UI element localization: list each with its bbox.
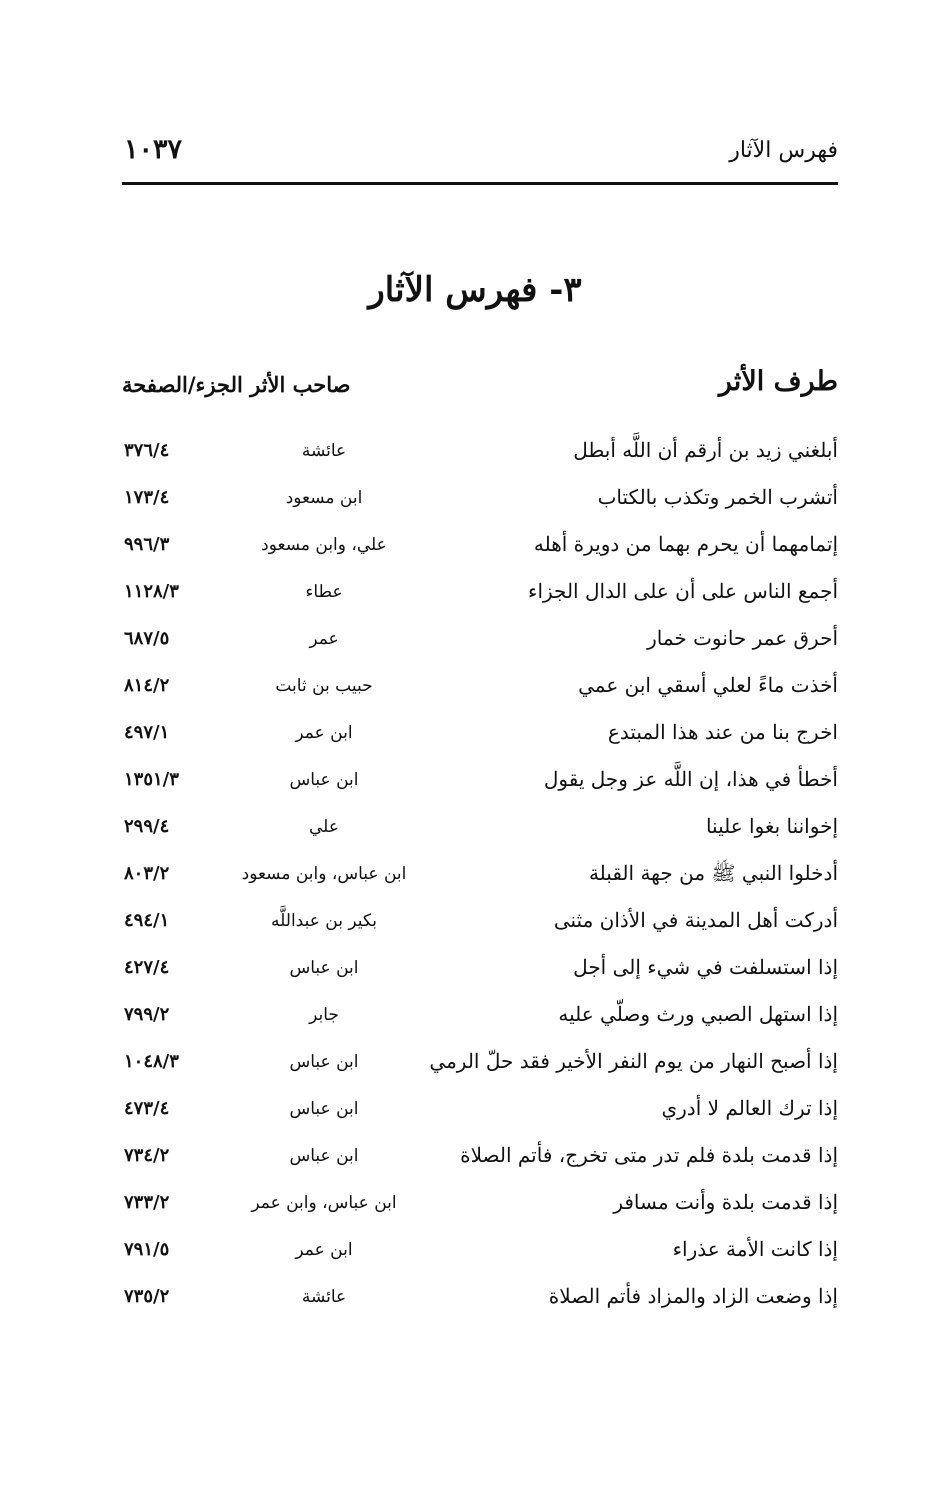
- entry-source: ابن عباس: [289, 958, 359, 978]
- entry-source: علي: [309, 817, 339, 837]
- index-entry: [122, 996, 838, 1043]
- index-entry: [122, 808, 838, 855]
- entry-source: عمر: [309, 629, 339, 649]
- page-number: ١٠٣٧: [124, 134, 183, 165]
- entry-text: إتمامهما أن يحرم بهما من دويرة أهله: [533, 532, 838, 556]
- entry-source: بكير بن عبداللَّه: [271, 911, 377, 931]
- entry-text: إذا وضعت الزاد والمزاد فأتم الصلاة: [548, 1284, 838, 1308]
- entry-text: أجمع الناس على أن على الدال الجزاء: [528, 579, 838, 603]
- entry-source: عائشة: [301, 441, 347, 461]
- index-entry: [122, 1278, 838, 1325]
- index-entry: [122, 573, 838, 620]
- entry-text: أدخلوا النبي ﷺ من جهة القبلة: [588, 861, 838, 885]
- index-entry: [122, 1090, 838, 1137]
- column-header-source-ref: صاحب الأثر الجزء/الصفحة: [122, 372, 351, 397]
- entry-source: حبيب بن ثابت: [275, 676, 373, 696]
- entry-ref: ٧٩٩/٢: [124, 1004, 170, 1025]
- entry-ref: ٧٣٣/٢: [124, 1192, 170, 1213]
- entry-text: إذا استسلفت في شيء إلى أجل: [573, 955, 838, 979]
- entry-ref: ٨٠٣/٢: [124, 863, 170, 884]
- entry-ref: ١١٢٨/٣: [124, 581, 179, 602]
- entry-source: عائشة: [301, 1287, 347, 1307]
- column-headers: [122, 366, 838, 406]
- entry-text: إذا قدمت بلدة فلم تدر متى تخرج، فأتم الصلاة: [460, 1143, 838, 1167]
- entry-ref: ٨١٤/٢: [124, 675, 170, 696]
- section-title: ٣- فهرس الآثار: [368, 270, 582, 310]
- header-rule: [122, 182, 838, 185]
- entry-source: ابن عباس: [289, 1052, 359, 1072]
- entry-source: جابر: [309, 1005, 339, 1025]
- index-entry: [122, 949, 838, 996]
- index-entry: [122, 1043, 838, 1090]
- index-entry: [122, 432, 838, 479]
- entry-text: إذا كانت الأمة عذراء: [672, 1237, 838, 1261]
- index-entries: [122, 432, 838, 1325]
- index-entry: [122, 479, 838, 526]
- entry-text: إذا استهل الصبي ورث وصلّي عليه: [558, 1002, 838, 1026]
- column-header-text: طرف الأثر: [718, 366, 838, 397]
- entry-source: ابن عمر: [295, 1240, 353, 1260]
- index-entry: [122, 1231, 838, 1278]
- index-entry: [122, 526, 838, 573]
- entry-ref: ١٧٣/٤: [124, 487, 170, 508]
- entry-ref: ٤٢٧/٤: [124, 957, 170, 978]
- entry-source: ابن عباس، وابن مسعود: [241, 864, 407, 884]
- entry-text: إخواننا بغوا علينا: [705, 814, 838, 838]
- entry-text: أحرق عمر حانوت خمار: [647, 626, 838, 650]
- index-entry: [122, 902, 838, 949]
- entry-text: إذا أصبح النهار من يوم النفر الأخير فقد حلّ الرمي: [429, 1049, 838, 1073]
- entry-ref: ٤٩٧/١: [124, 722, 170, 743]
- entry-text: أخطأ في هذا، إن اللَّه عز وجل يقول: [543, 767, 838, 791]
- index-entry: [122, 667, 838, 714]
- entry-text: إذا قدمت بلدة وأنت مسافر: [613, 1190, 838, 1214]
- entry-text: أبلغني زيد بن أرقم أن اللَّه أبطل: [573, 438, 838, 462]
- index-entry: [122, 714, 838, 761]
- entry-text: أدركت أهل المدينة في الأذان مثنى: [553, 908, 838, 932]
- entry-text: أتشرب الخمر وتكذب بالكتاب: [597, 485, 838, 509]
- entry-source: عطاء: [305, 582, 343, 602]
- entry-ref: ٧٩١/٥: [124, 1239, 170, 1260]
- index-entry: [122, 761, 838, 808]
- entry-text: أخذت ماءً لعلي أسقي ابن عمي: [578, 673, 838, 697]
- entry-source: ابن عباس: [289, 770, 359, 790]
- entry-source: ابن عمر: [295, 723, 353, 743]
- index-entry: [122, 1184, 838, 1231]
- entry-text: إذا ترك العالم لا أدري: [661, 1096, 838, 1120]
- entry-ref: ٩٩٦/٣: [124, 534, 170, 555]
- entry-ref: ٢٩٩/٤: [124, 816, 170, 837]
- entry-source: ابن عباس: [289, 1099, 359, 1119]
- entry-ref: ٧٣٥/٢: [124, 1286, 170, 1307]
- entry-ref: ٤٧٣/٤: [124, 1098, 170, 1119]
- entry-source: ابن عباس: [289, 1146, 359, 1166]
- running-header: [122, 134, 838, 178]
- running-title: فهرس الآثار: [729, 138, 838, 163]
- entry-ref: ٤٩٤/١: [124, 910, 170, 931]
- entry-ref: ٣٧٦/٤: [124, 440, 170, 461]
- entry-source: علي، وابن مسعود: [261, 535, 387, 555]
- entry-source: ابن عباس، وابن عمر: [251, 1193, 397, 1213]
- entry-ref: ٧٣٤/٢: [124, 1145, 170, 1166]
- entry-ref: ١٠٤٨/٣: [124, 1051, 179, 1072]
- entry-ref: ٦٨٧/٥: [124, 628, 170, 649]
- entry-text: اخرج بنا من عند هذا المبتدع: [607, 720, 838, 744]
- index-entry: [122, 620, 838, 667]
- index-entry: [122, 855, 838, 902]
- entry-source: ابن مسعود: [285, 488, 363, 508]
- index-entry: [122, 1137, 838, 1184]
- entry-ref: ١٣٥١/٣: [124, 769, 179, 790]
